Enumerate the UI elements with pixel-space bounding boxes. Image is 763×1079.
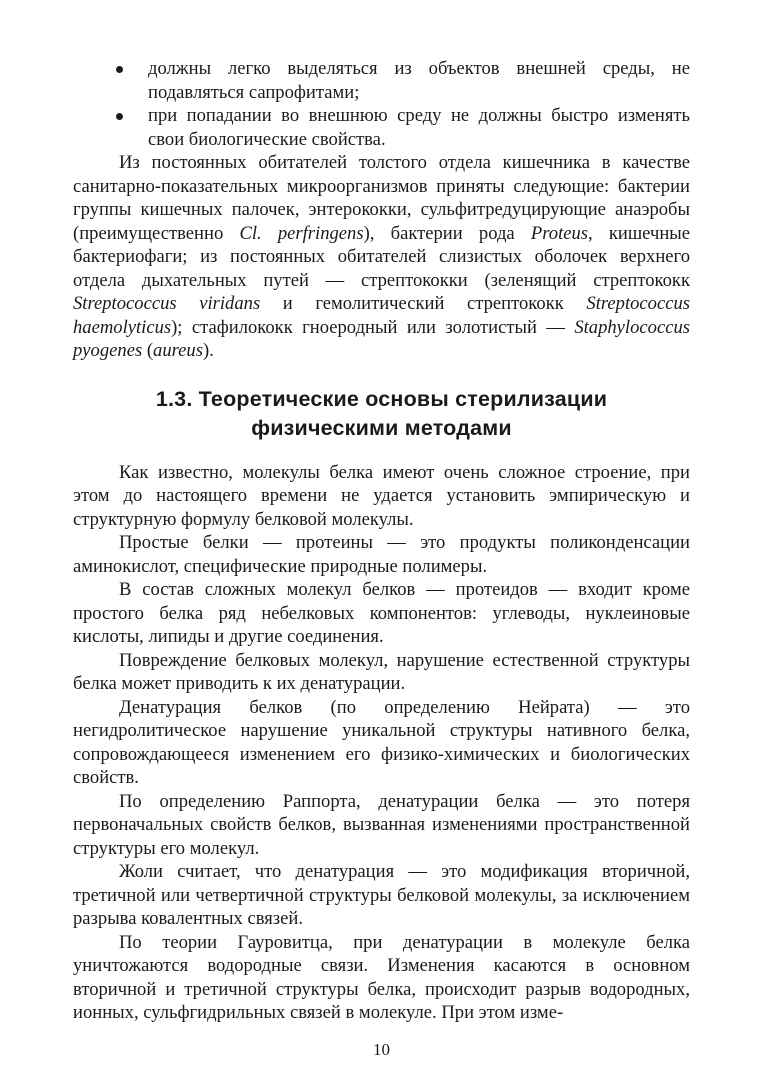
text-run: ); стафилококк гноеродный или золотистый —	[171, 316, 575, 338]
page-number: 10	[373, 1040, 390, 1059]
text-run: ).	[202, 340, 214, 361]
bullet-dot-icon	[116, 66, 123, 73]
section-heading-line-1: 1.3. Теоретические основы стерилизации	[155, 386, 608, 411]
genus-name: Proteus	[530, 222, 589, 244]
species-name: aureus	[153, 340, 203, 361]
species-name: Cl. perfringens	[239, 222, 364, 244]
body-paragraph: По теории Гауровитца, при денатурации в молекуле белка уничтожаются водородные связи. Изменения касаются в основном вторичной и третичной структуры белка, происходит разрыв водородных, ионных, сульфгидрильных связей в молекуле. При этом изме-	[73, 931, 690, 1023]
bullet-text: должны легко выделяться из объектов внешней среды, не подавляться сапрофитами;	[148, 58, 690, 103]
body-paragraph: Как известно, молекулы белка имеют очень сложное строение, при этом до настоящего времени не удается установить эмпирическую и структурную формулу белковой молекулы.	[73, 461, 690, 530]
text-run: , кишечные бактериофаги; из постоянных обитателей слизистых оболочек верхнего отдела дыхательных путей — стрептококки (зеленящий стрептококк	[73, 222, 691, 291]
bullet-item	[73, 104, 690, 151]
body-paragraph: Жоли считает, что денатурация — это модификация вторичной, третичной или четвертичной структуры белковой молекулы, за исключением разрыва ковалентных связей.	[73, 861, 690, 929]
body-paragraph: Денатурация белков (по определению Нейрата) — это негидролитическое нарушение уникальной структуры нативного белка, сопровождающееся изменением его физико-химических и биологических свойств.	[73, 696, 690, 788]
page-content	[73, 57, 690, 1025]
species-name: Streptococcus viridans	[73, 293, 261, 314]
body-paragraph: Простые белки — протеины — это продукты поликонденсации аминокислот, специфические природные полимеры.	[73, 532, 690, 577]
section-heading	[73, 385, 690, 443]
bullet-list	[73, 57, 690, 151]
text-run: и гемолитический стрептококк	[260, 293, 587, 314]
text-run: ), бактерии рода	[363, 222, 531, 244]
species-name: Streptococcus haemolyticus	[73, 293, 690, 338]
bullet-dot-icon	[116, 113, 123, 120]
body-paragraph: По определению Раппорта, денатурации белка — это потеря первоначальных свойств белков, вызванная изменениями пространственной структуры его молекул.	[73, 790, 690, 859]
species-name: Staphylococcus pyogenes	[73, 316, 690, 361]
body-paragraph: Повреждение белковых молекул, нарушение естественной структуры белка может приводить к их денатурации.	[73, 649, 690, 694]
body-paragraph: В состав сложных молекул белков — протеидов — входит кроме простого белка ряд небелковых компонентов: углеводы, нуклеиновые кислоты, липиды и другие соединения.	[73, 579, 690, 647]
bullet-item	[73, 57, 690, 104]
intro-paragraph	[73, 151, 690, 363]
text-run: (	[142, 340, 154, 361]
bullet-text: при попадании во внешнюю среду не должны быстро изменять свои биологические свойства.	[148, 105, 690, 150]
text-run: Из постоянных обитателей толстого отдела кишечника в качестве санитарно-показательных микроорганизмов приняты следующие: бактерии группы кишечных палочек, энтерококки, сульфитредуцирующие анаэробы (преимущественно	[73, 152, 690, 244]
section-heading-line-2: физическими методами	[251, 415, 512, 440]
